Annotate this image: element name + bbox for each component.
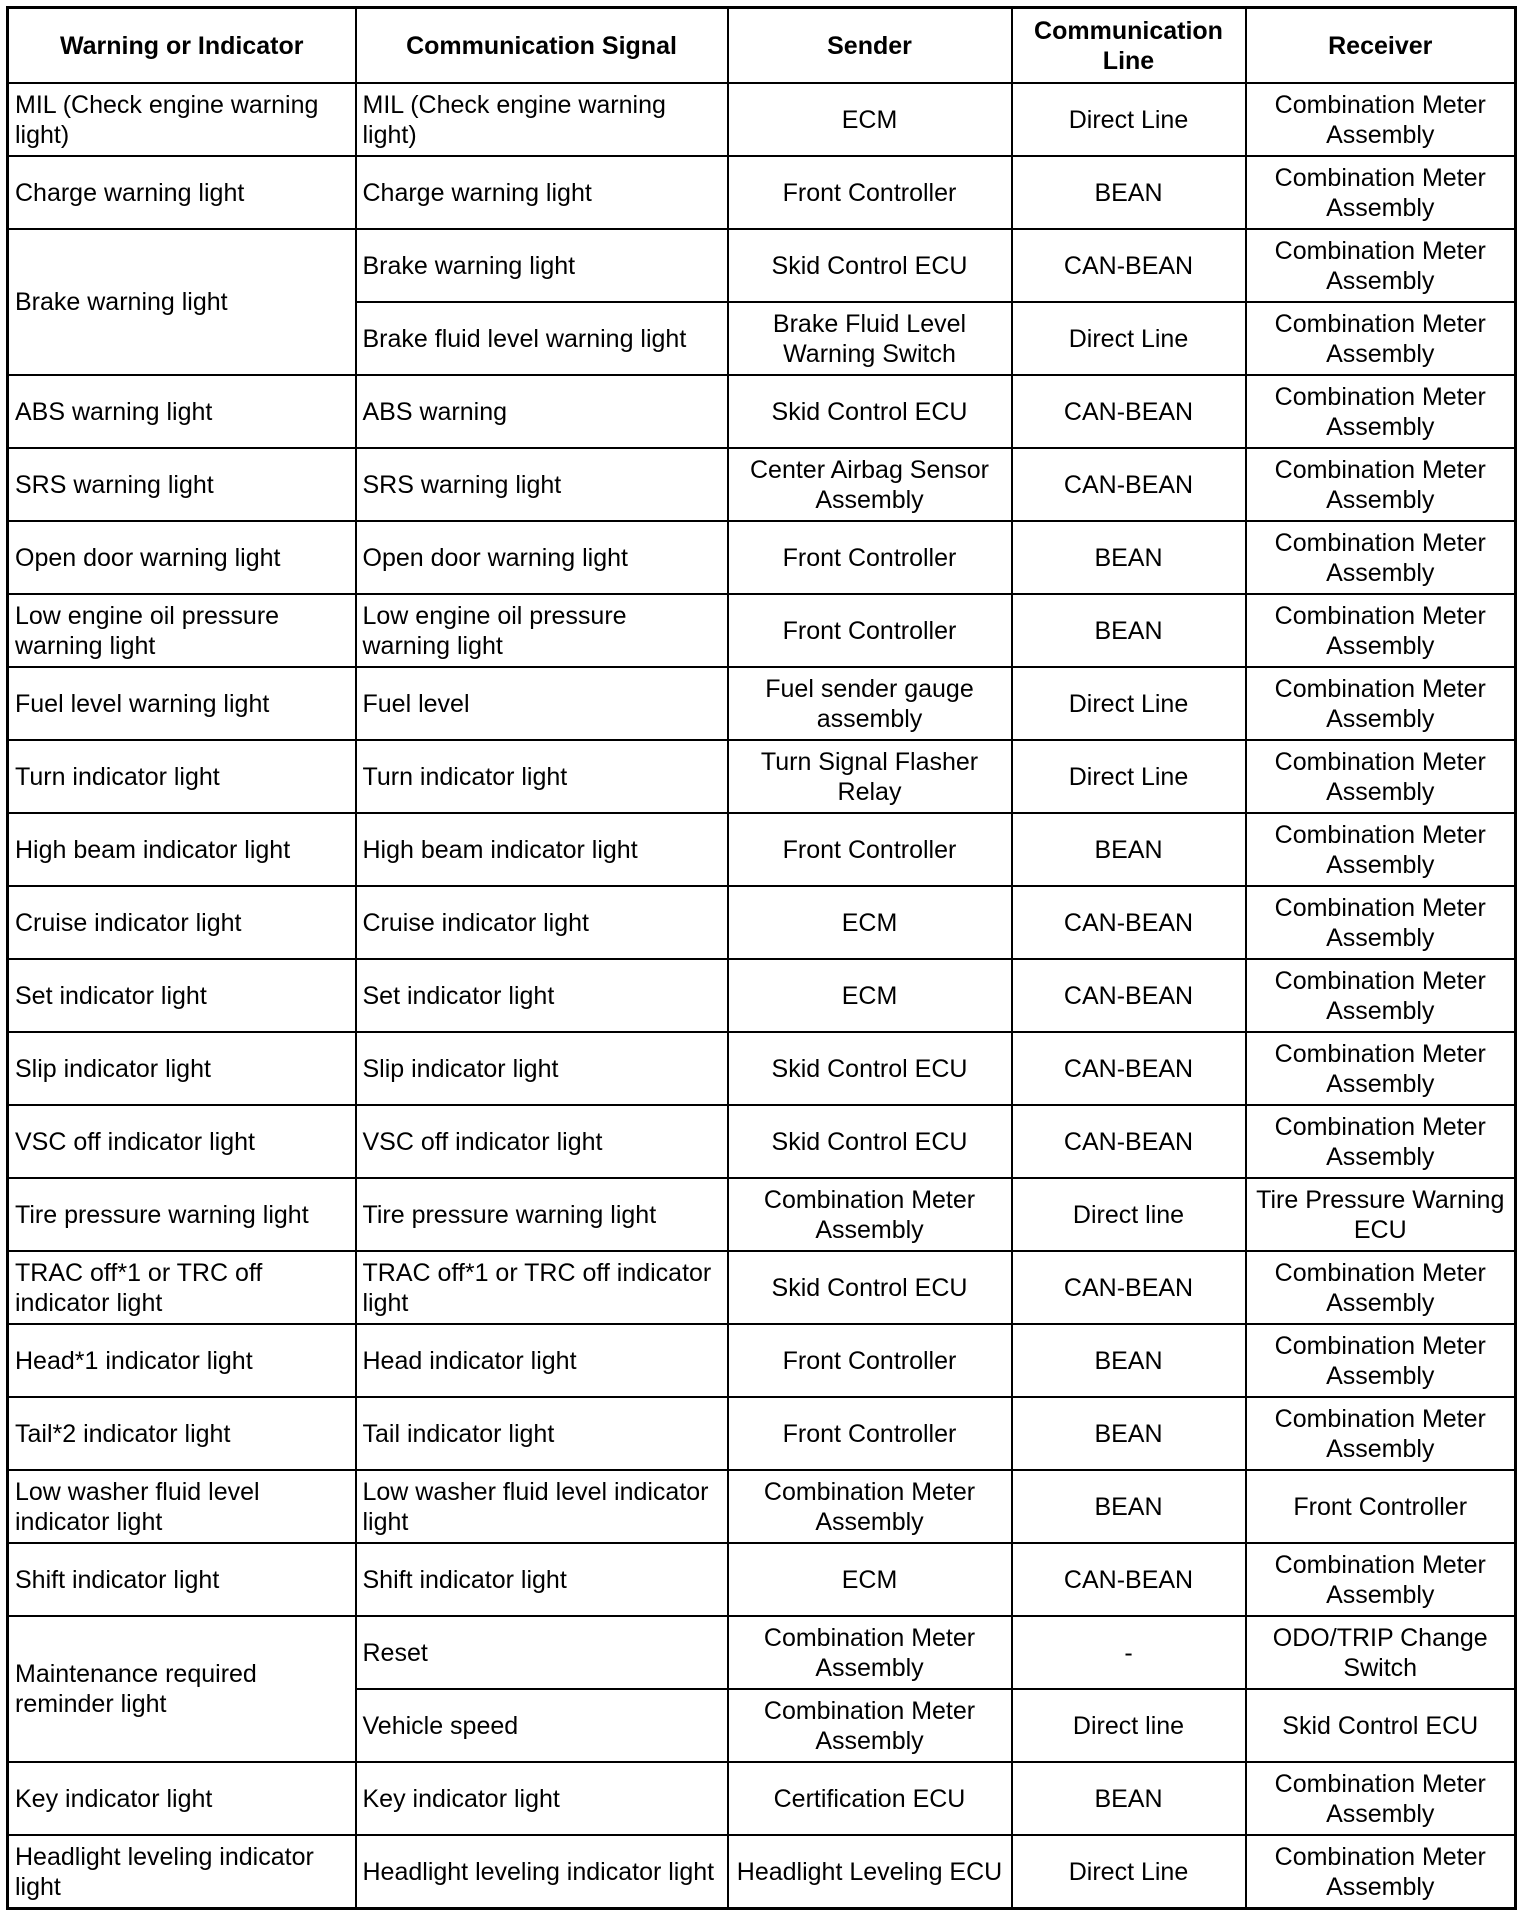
sender-cell: ECM <box>728 959 1012 1032</box>
warning-cell: MIL (Check engine warning light) <box>8 83 356 156</box>
table-row <box>8 83 1516 156</box>
line-cell: CAN-BEAN <box>1012 1543 1246 1616</box>
line-cell: CAN-BEAN <box>1012 375 1246 448</box>
signal-cell: Low engine oil pressure warning light <box>356 594 728 667</box>
warning-cell: Shift indicator light <box>8 1543 356 1616</box>
table-row <box>8 1178 1516 1251</box>
table-row <box>8 1470 1516 1543</box>
signal-cell: Headlight leveling indicator light <box>356 1835 728 1909</box>
signal-cell: Shift indicator light <box>356 1543 728 1616</box>
receiver-cell: Combination Meter Assembly <box>1246 1543 1516 1616</box>
signal-cell: Slip indicator light <box>356 1032 728 1105</box>
line-cell: BEAN <box>1012 813 1246 886</box>
receiver-cell: Combination Meter Assembly <box>1246 813 1516 886</box>
sender-cell: Headlight Leveling ECU <box>728 1835 1012 1909</box>
line-cell: Direct line <box>1012 1689 1246 1762</box>
sender-cell: Front Controller <box>728 1324 1012 1397</box>
warning-cell: Headlight leveling indicator light <box>8 1835 356 1909</box>
warning-cell: Head*1 indicator light <box>8 1324 356 1397</box>
warning-indicator-table <box>6 6 1517 1910</box>
signal-cell: Tail indicator light <box>356 1397 728 1470</box>
sender-cell: Skid Control ECU <box>728 1105 1012 1178</box>
warning-cell: Fuel level warning light <box>8 667 356 740</box>
table-row <box>8 156 1516 229</box>
header-communication-signal: Communication Signal <box>356 8 728 84</box>
line-cell: CAN-BEAN <box>1012 886 1246 959</box>
warning-cell: Set indicator light <box>8 959 356 1032</box>
warning-cell: Key indicator light <box>8 1762 356 1835</box>
receiver-cell: Combination Meter Assembly <box>1246 1762 1516 1835</box>
receiver-cell: Tire Pressure Warning ECU <box>1246 1178 1516 1251</box>
table-row <box>8 886 1516 959</box>
line-cell: BEAN <box>1012 1470 1246 1543</box>
receiver-cell: Combination Meter Assembly <box>1246 1032 1516 1105</box>
line-cell: CAN-BEAN <box>1012 959 1246 1032</box>
receiver-cell: Skid Control ECU <box>1246 1689 1516 1762</box>
receiver-cell: Combination Meter Assembly <box>1246 1251 1516 1324</box>
table-row <box>8 375 1516 448</box>
line-cell: CAN-BEAN <box>1012 448 1246 521</box>
warning-cell: Charge warning light <box>8 156 356 229</box>
table-row <box>8 229 1516 302</box>
warning-cell: TRAC off*1 or TRC off indicator light <box>8 1251 356 1324</box>
sender-cell: Front Controller <box>728 521 1012 594</box>
line-cell: Direct Line <box>1012 302 1246 375</box>
warning-cell: ABS warning light <box>8 375 356 448</box>
table-row <box>8 1543 1516 1616</box>
sender-cell: ECM <box>728 83 1012 156</box>
line-cell: - <box>1012 1616 1246 1689</box>
line-cell: CAN-BEAN <box>1012 1251 1246 1324</box>
warning-cell: Turn indicator light <box>8 740 356 813</box>
sender-cell: ECM <box>728 886 1012 959</box>
table-row <box>8 1032 1516 1105</box>
warning-cell: Cruise indicator light <box>8 886 356 959</box>
table-row <box>8 1616 1516 1689</box>
table-row <box>8 740 1516 813</box>
line-cell: Direct Line <box>1012 1835 1246 1909</box>
table-row <box>8 594 1516 667</box>
receiver-cell: Combination Meter Assembly <box>1246 448 1516 521</box>
signal-cell: Charge warning light <box>356 156 728 229</box>
table-row <box>8 667 1516 740</box>
receiver-cell: Combination Meter Assembly <box>1246 1835 1516 1909</box>
warning-cell: Brake warning light <box>8 229 356 375</box>
header-row <box>8 8 1516 84</box>
signal-cell: MIL (Check engine warning light) <box>356 83 728 156</box>
warning-cell: SRS warning light <box>8 448 356 521</box>
signal-cell: Low washer fluid level indicator light <box>356 1470 728 1543</box>
receiver-cell: Combination Meter Assembly <box>1246 521 1516 594</box>
signal-cell: VSC off indicator light <box>356 1105 728 1178</box>
sender-cell: Combination Meter Assembly <box>728 1178 1012 1251</box>
receiver-cell: Front Controller <box>1246 1470 1516 1543</box>
receiver-cell: ODO/TRIP Change Switch <box>1246 1616 1516 1689</box>
sender-cell: Combination Meter Assembly <box>728 1689 1012 1762</box>
table-row <box>8 1835 1516 1909</box>
warning-cell: VSC off indicator light <box>8 1105 356 1178</box>
receiver-cell: Combination Meter Assembly <box>1246 594 1516 667</box>
receiver-cell: Combination Meter Assembly <box>1246 667 1516 740</box>
receiver-cell: Combination Meter Assembly <box>1246 740 1516 813</box>
line-cell: BEAN <box>1012 156 1246 229</box>
sender-cell: Front Controller <box>728 813 1012 886</box>
table-row <box>8 813 1516 886</box>
receiver-cell: Combination Meter Assembly <box>1246 959 1516 1032</box>
warning-cell: Low engine oil pressure warning light <box>8 594 356 667</box>
warning-cell: Slip indicator light <box>8 1032 356 1105</box>
line-cell: BEAN <box>1012 1324 1246 1397</box>
line-cell: Direct Line <box>1012 83 1246 156</box>
sender-cell: Front Controller <box>728 594 1012 667</box>
signal-cell: SRS warning light <box>356 448 728 521</box>
line-cell: CAN-BEAN <box>1012 229 1246 302</box>
table-row <box>8 448 1516 521</box>
warning-cell: High beam indicator light <box>8 813 356 886</box>
line-cell: BEAN <box>1012 1762 1246 1835</box>
sender-cell: Combination Meter Assembly <box>728 1470 1012 1543</box>
line-cell: Direct Line <box>1012 667 1246 740</box>
table-row <box>8 1397 1516 1470</box>
sender-cell: Skid Control ECU <box>728 1032 1012 1105</box>
receiver-cell: Combination Meter Assembly <box>1246 886 1516 959</box>
table-row <box>8 959 1516 1032</box>
header-warning-or-indicator: Warning or Indicator <box>8 8 356 84</box>
line-cell: Direct Line <box>1012 740 1246 813</box>
signal-cell: Open door warning light <box>356 521 728 594</box>
signal-cell: Set indicator light <box>356 959 728 1032</box>
header-communication-line: Communication Line <box>1012 8 1246 84</box>
sender-cell: Center Airbag Sensor Assembly <box>728 448 1012 521</box>
signal-cell: Tire pressure warning light <box>356 1178 728 1251</box>
receiver-cell: Combination Meter Assembly <box>1246 1105 1516 1178</box>
warning-cell: Maintenance required reminder light <box>8 1616 356 1762</box>
signal-cell: Key indicator light <box>356 1762 728 1835</box>
signal-cell: TRAC off*1 or TRC off indicator light <box>356 1251 728 1324</box>
signal-cell: ABS warning <box>356 375 728 448</box>
signal-cell: Vehicle speed <box>356 1689 728 1762</box>
receiver-cell: Combination Meter Assembly <box>1246 1324 1516 1397</box>
signal-cell: High beam indicator light <box>356 813 728 886</box>
sender-cell: Brake Fluid Level Warning Switch <box>728 302 1012 375</box>
line-cell: CAN-BEAN <box>1012 1032 1246 1105</box>
header-receiver: Receiver <box>1246 8 1516 84</box>
line-cell: BEAN <box>1012 594 1246 667</box>
table-row <box>8 1105 1516 1178</box>
sender-cell: Certification ECU <box>728 1762 1012 1835</box>
sender-cell: Skid Control ECU <box>728 375 1012 448</box>
warning-cell: Low washer fluid level indicator light <box>8 1470 356 1543</box>
receiver-cell: Combination Meter Assembly <box>1246 1397 1516 1470</box>
line-cell: Direct line <box>1012 1178 1246 1251</box>
sender-cell: Front Controller <box>728 1397 1012 1470</box>
table-row <box>8 1251 1516 1324</box>
sender-cell: Front Controller <box>728 156 1012 229</box>
signal-cell: Brake warning light <box>356 229 728 302</box>
sender-cell: Skid Control ECU <box>728 1251 1012 1324</box>
line-cell: BEAN <box>1012 521 1246 594</box>
receiver-cell: Combination Meter Assembly <box>1246 83 1516 156</box>
line-cell: BEAN <box>1012 1397 1246 1470</box>
receiver-cell: Combination Meter Assembly <box>1246 229 1516 302</box>
header-sender: Sender <box>728 8 1012 84</box>
sender-cell: Skid Control ECU <box>728 229 1012 302</box>
receiver-cell: Combination Meter Assembly <box>1246 156 1516 229</box>
sender-cell: Combination Meter Assembly <box>728 1616 1012 1689</box>
sender-cell: Turn Signal Flasher Relay <box>728 740 1012 813</box>
signal-cell: Turn indicator light <box>356 740 728 813</box>
signal-cell: Brake fluid level warning light <box>356 302 728 375</box>
signal-cell: Fuel level <box>356 667 728 740</box>
signal-cell: Reset <box>356 1616 728 1689</box>
warning-cell: Tire pressure warning light <box>8 1178 356 1251</box>
table-row <box>8 1762 1516 1835</box>
warning-cell: Tail*2 indicator light <box>8 1397 356 1470</box>
signal-cell: Head indicator light <box>356 1324 728 1397</box>
sender-cell: ECM <box>728 1543 1012 1616</box>
warning-cell: Open door warning light <box>8 521 356 594</box>
receiver-cell: Combination Meter Assembly <box>1246 375 1516 448</box>
table-row <box>8 1324 1516 1397</box>
line-cell: CAN-BEAN <box>1012 1105 1246 1178</box>
receiver-cell: Combination Meter Assembly <box>1246 302 1516 375</box>
signal-cell: Cruise indicator light <box>356 886 728 959</box>
sender-cell: Fuel sender gauge assembly <box>728 667 1012 740</box>
table-row <box>8 521 1516 594</box>
